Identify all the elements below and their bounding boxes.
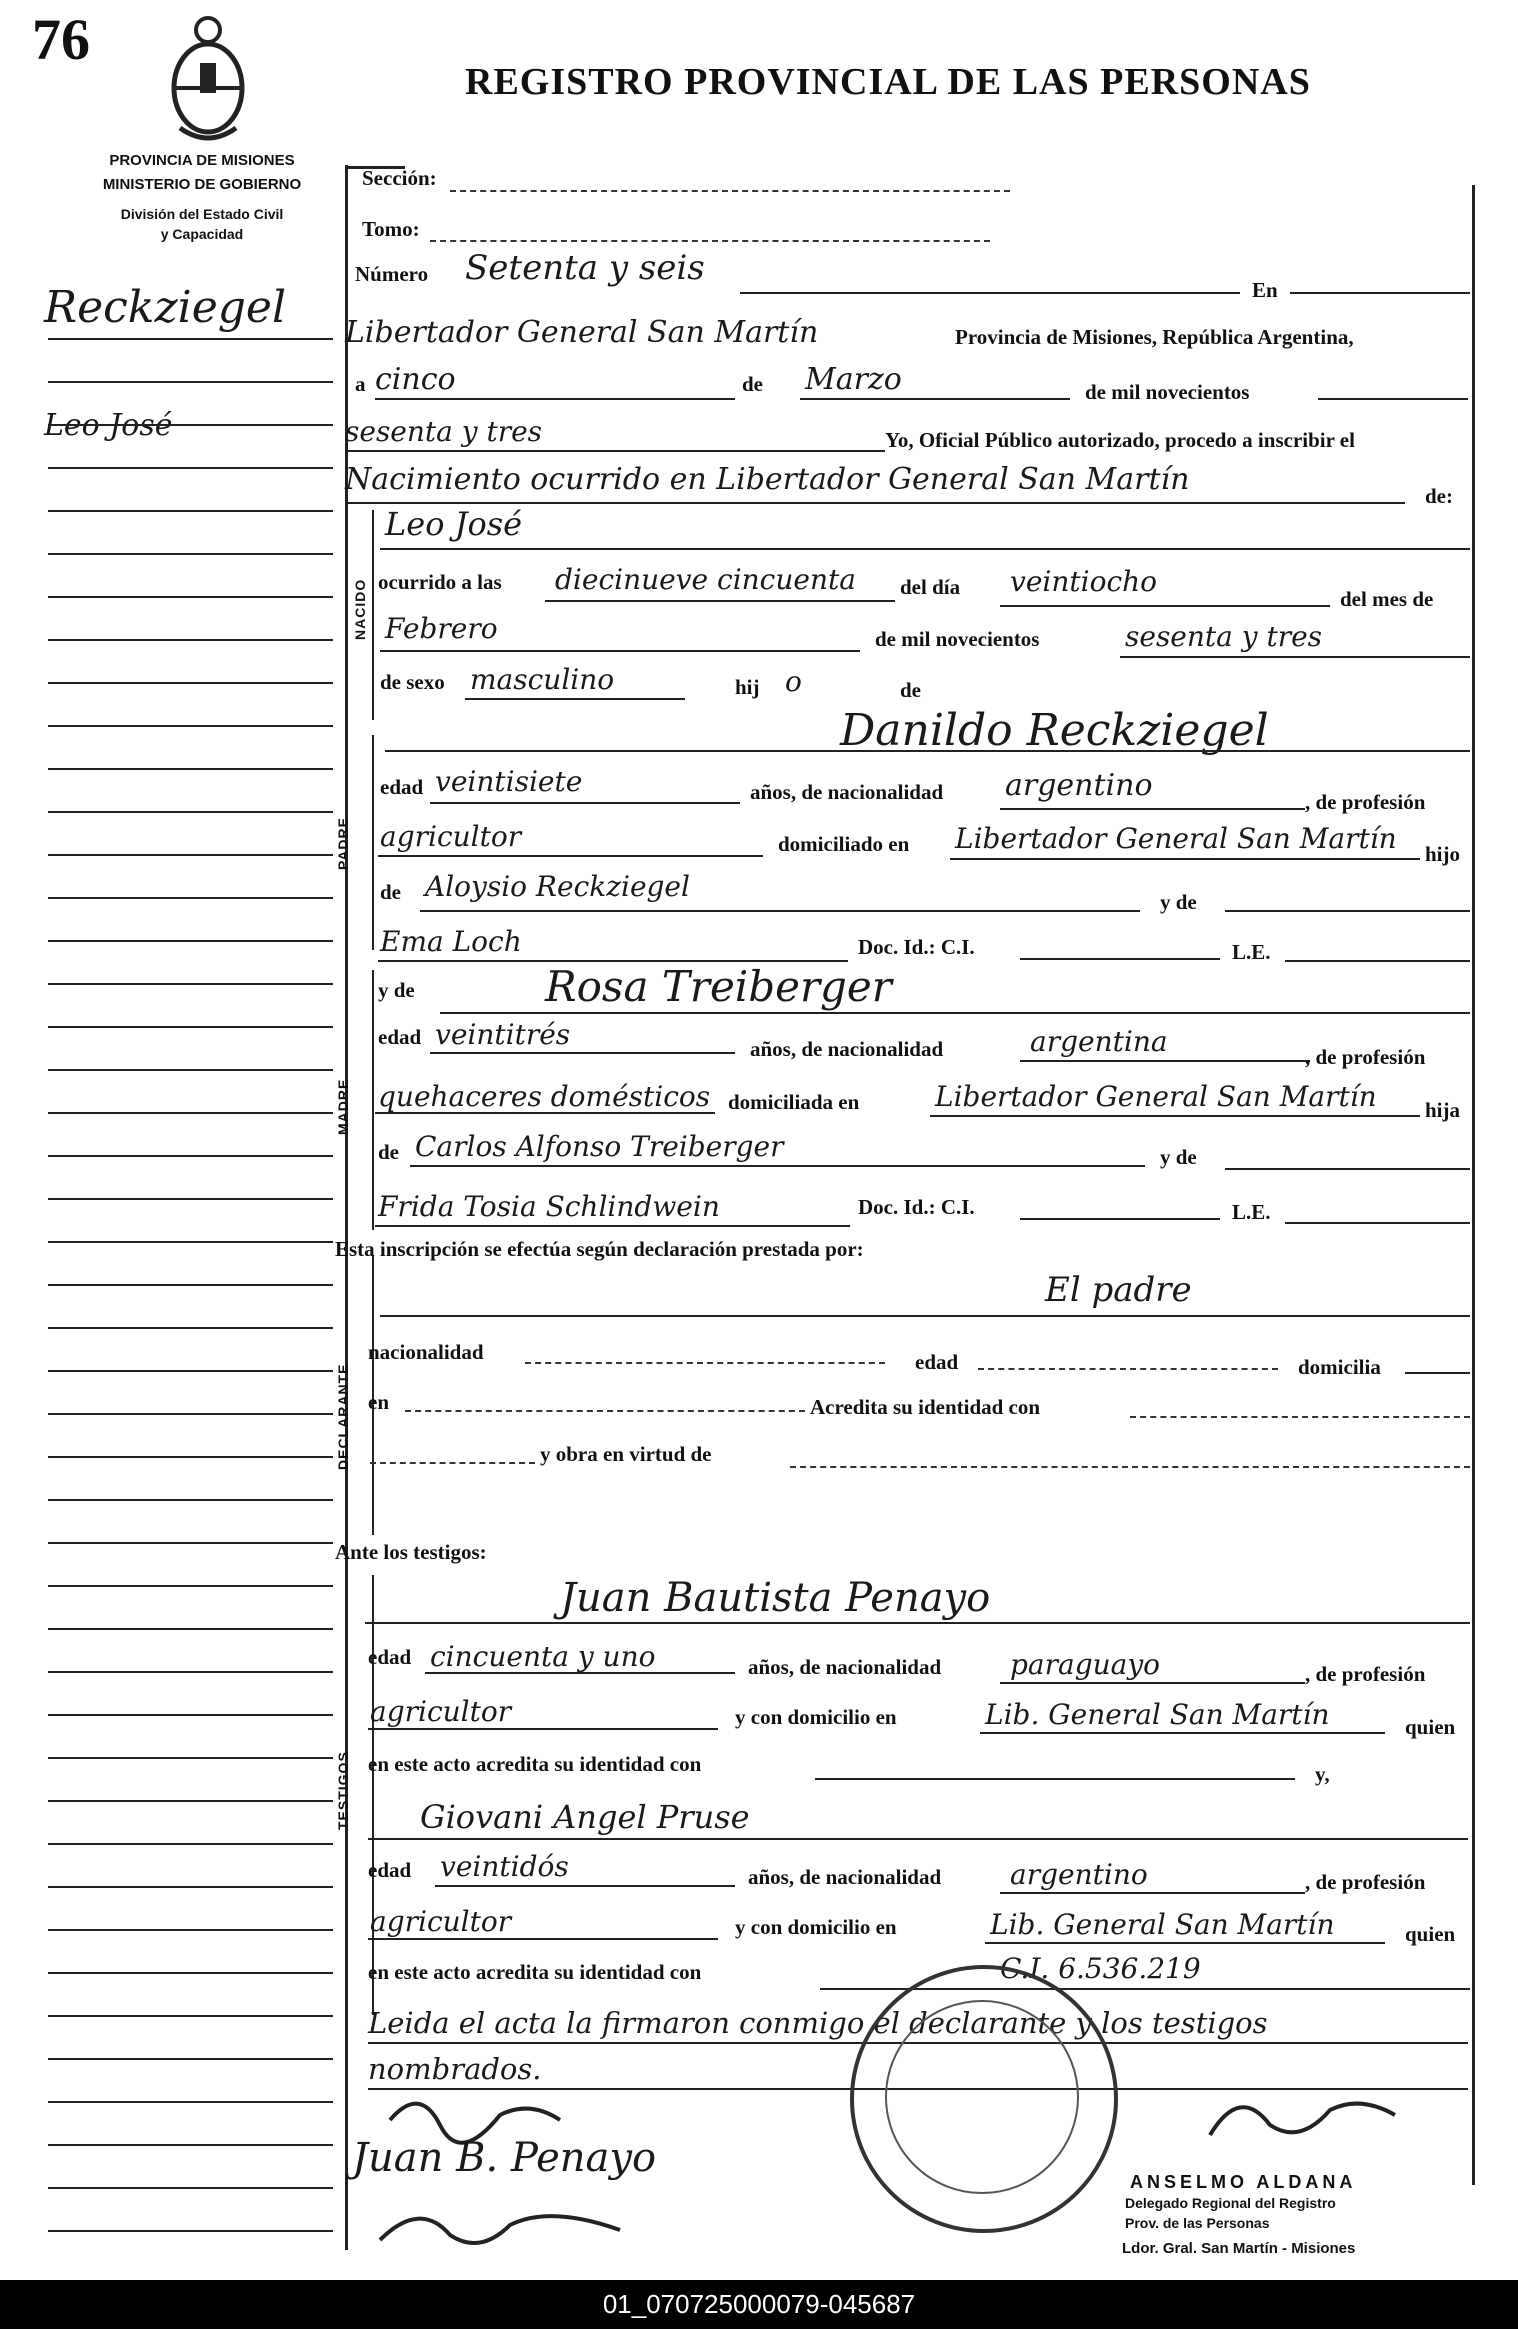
- madre-y-de-line: [1225, 1168, 1470, 1170]
- padre-edad: veintisiete: [435, 765, 583, 798]
- domiciliada-label: domiciliada en: [728, 1090, 860, 1114]
- testigo2-doc: C.I. 6.536.219: [1000, 1952, 1201, 1985]
- margin-rule-line: [48, 2187, 333, 2189]
- declarante-en-line: [405, 1410, 805, 1412]
- domiciliado-label: domiciliado en: [778, 832, 910, 856]
- official-town: Ldor. Gral. San Martín - Misiones: [1122, 2240, 1356, 2257]
- padre-anios-nac-label: años, de nacionalidad: [750, 780, 944, 804]
- margin-rule-line: [48, 854, 333, 856]
- margin-rule-line: [48, 2144, 333, 2146]
- mes-line: [800, 398, 1070, 400]
- margin-rule-line: [48, 639, 333, 641]
- margin-rule-line: [48, 1413, 333, 1415]
- dia-nac-value: veintiocho: [1010, 565, 1158, 598]
- madre-le-label: L.E.: [1232, 1200, 1271, 1224]
- margin-rule-line: [48, 1628, 333, 1630]
- margin-rule-line: [48, 1026, 333, 1028]
- padre-prof: agricultor: [380, 820, 522, 853]
- ocurrido-label: ocurrido a las: [378, 570, 502, 594]
- de-label: de: [742, 372, 763, 396]
- testigo2-prof-line: [368, 1938, 718, 1940]
- testigo1-acredita-label: en este acto acredita su identidad con: [368, 1752, 702, 1776]
- testigo1-acredita-line: [815, 1778, 1295, 1780]
- nombre-value: Leo José: [385, 505, 523, 543]
- signature-penayo: Juan B. Penayo: [352, 2135, 657, 2181]
- anio-nac-line: [1120, 656, 1470, 658]
- numero-line: [740, 292, 1240, 294]
- declaracion-text: Esta inscripción se efectúa según declaración prestada por:: [335, 1237, 864, 1261]
- obra-pre-line: [370, 1462, 535, 1464]
- testigo2-profesion-label: , de profesión: [1305, 1870, 1426, 1894]
- leido-text: Leida el acta la firmaron conmigo el declarante y los testigos nombrados.: [368, 2006, 1268, 2086]
- domicilia-label: domicilia: [1298, 1355, 1381, 1379]
- padre-dom: Libertador General San Martín: [955, 822, 1397, 855]
- padre-profesion-label: , de profesión: [1305, 790, 1426, 814]
- margin-rule-line: [48, 1499, 333, 1501]
- margin-rule-line: [48, 1327, 333, 1329]
- seccion-line: [450, 190, 1010, 192]
- nacido-bracket: [372, 510, 374, 720]
- testigo2-prof: agricultor: [370, 1905, 512, 1938]
- madre-padre: Carlos Alfonso Treiberger: [415, 1130, 784, 1163]
- ministry-label: MINISTERIO DE GOBIERNO: [102, 176, 302, 193]
- testigo1-nac-line: [1000, 1682, 1305, 1684]
- madre-madre: Frida Tosia Schlindwein: [378, 1190, 720, 1223]
- page-number: 76: [32, 7, 90, 72]
- madre-edad: veintitrés: [435, 1018, 571, 1051]
- margin-rule-line: [48, 811, 333, 813]
- seccion-label: Sección:: [362, 166, 437, 190]
- hijo-suffix: o: [785, 665, 802, 698]
- testigo1-quien-label: quien: [1405, 1715, 1456, 1739]
- acredita-line: [1130, 1416, 1470, 1418]
- madre-y-de-label2: y de: [1160, 1145, 1197, 1169]
- dia-nac-line: [1000, 605, 1330, 607]
- testigo2-anios-nac-label: años, de nacionalidad: [748, 1865, 942, 1889]
- margin-rule-line: [48, 1886, 333, 1888]
- margin-rule-line: [48, 2058, 333, 2060]
- del-dia-label: del día: [900, 575, 961, 599]
- dia-value: cinco: [375, 362, 456, 397]
- acto-value: Nacimiento ocurrido en Libertador General San Martín: [345, 462, 1190, 497]
- padre-nombre-line: [385, 750, 1470, 752]
- margin-rule-line: [48, 1929, 333, 1931]
- margin-rule-line: [48, 1800, 333, 1802]
- padre-padre: Aloysio Reckziegel: [425, 870, 690, 903]
- margin-rule-line: [48, 1241, 333, 1243]
- madre-nombre-line: [440, 1012, 1470, 1014]
- margin-rule-line: [48, 897, 333, 899]
- sexo-value: masculino: [470, 663, 615, 696]
- numero-label: Número: [355, 262, 429, 286]
- margin-rule-line: [48, 1069, 333, 1071]
- padre-y-de-line: [1225, 910, 1470, 912]
- nacionalidad-label: nacionalidad: [368, 1340, 484, 1364]
- madre-padre-line: [410, 1165, 1145, 1167]
- hora-line: [545, 600, 895, 602]
- dia-line: [375, 398, 735, 400]
- testigo1-nombre-line: [365, 1622, 1470, 1624]
- padre-nac: argentino: [1005, 768, 1153, 803]
- margin-rule-line: [48, 1843, 333, 1845]
- margin-rule-line: [48, 768, 333, 770]
- acredita-label: Acredita su identidad con: [810, 1395, 1041, 1419]
- margin-rule-line: [48, 2230, 333, 2232]
- madre-edad-label: edad: [378, 1025, 422, 1049]
- madre-doc-label: Doc. Id.: C.I.: [858, 1195, 975, 1219]
- margin-rule-line: [48, 596, 333, 598]
- testigo2-nac-line: [1000, 1892, 1305, 1894]
- official-role: Delegado Regional del Registro: [1125, 2195, 1336, 2211]
- tomo-label: Tomo:: [362, 217, 420, 241]
- testigo1-edad: cincuenta y uno: [430, 1640, 656, 1673]
- nombre-line: [380, 548, 1470, 550]
- madre-prof: quehaceres domésticos: [378, 1080, 711, 1113]
- margin-rule-line: [48, 1155, 333, 1157]
- mes-nac-line: [380, 650, 860, 652]
- padre-madre: Ema Loch: [380, 925, 522, 958]
- margin-rule-line: [48, 553, 333, 555]
- madre-de-label: de: [378, 1140, 399, 1164]
- sexo-line: [465, 698, 685, 700]
- testigo1-anios-nac-label: años, de nacionalidad: [748, 1655, 942, 1679]
- sexo-label: de sexo: [380, 670, 445, 694]
- padre-de-label: de: [380, 880, 401, 904]
- domicilia-line: [1405, 1372, 1470, 1374]
- margin-rule-line: [48, 725, 333, 727]
- anio-line: [1318, 398, 1468, 400]
- testigos-label: Ante los testigos:: [335, 1540, 487, 1564]
- en-line: [1290, 292, 1470, 294]
- testigos-bracket: [372, 1575, 374, 2015]
- padre-padre-line: [420, 910, 1140, 912]
- anio-nac-value: sesenta y tres: [1125, 620, 1323, 653]
- footer-id: 01_070725000079-045687: [0, 2280, 1518, 2329]
- testigo2-edad-line: [435, 1885, 735, 1887]
- madre-edad-line: [430, 1052, 735, 1054]
- testigo2-nac: argentino: [1010, 1858, 1148, 1891]
- testigo1-edad-label: edad: [368, 1645, 412, 1669]
- testigo1-edad-line: [425, 1672, 735, 1674]
- de-colon: de:: [1425, 484, 1453, 508]
- testigo2-dom-line: [985, 1942, 1385, 1944]
- declarante-edad-label: edad: [915, 1350, 959, 1374]
- margin-rule-line: [48, 1370, 333, 1372]
- padre-edad-label: edad: [380, 775, 424, 799]
- province-label: PROVINCIA DE MISIONES: [109, 152, 295, 169]
- acto-line: [345, 502, 1405, 504]
- signature-pruse-icon: [370, 2195, 630, 2265]
- declarante-value: El padre: [1045, 1270, 1192, 1310]
- margin-rule-line: [48, 1757, 333, 1759]
- testigo1-prof: agricultor: [370, 1695, 512, 1728]
- provincia-text: Provincia de Misiones, República Argentina,: [955, 325, 1354, 349]
- testigo2-nombre-line: [368, 1838, 1468, 1840]
- padre-bracket: [372, 735, 374, 950]
- testigo2-dom: Lib. General San Martín: [990, 1908, 1335, 1941]
- padre-ci-line: [1020, 958, 1220, 960]
- margin-rule-line: [48, 467, 333, 469]
- margin-rule-line: [48, 1284, 333, 1286]
- mes-value: Marzo: [805, 362, 902, 397]
- margin-rule-line: [48, 1585, 333, 1587]
- en-label: En: [1252, 278, 1278, 302]
- del-mes-label: del mes de: [1340, 587, 1434, 611]
- padre-hijo-label: hijo: [1425, 842, 1461, 866]
- nacionalidad-line: [525, 1362, 885, 1364]
- side-label-testigos: TESTIGOS: [335, 1751, 351, 1830]
- margin-rule-line: [48, 1714, 333, 1716]
- a-label: a: [355, 372, 366, 396]
- madre-le-line: [1285, 1222, 1470, 1224]
- hora-value: diecinueve cincuenta: [555, 563, 856, 596]
- lugar-value: Libertador General San Martín: [345, 315, 819, 350]
- numero-value: Setenta y seis: [465, 248, 705, 288]
- anio-value: sesenta y tres: [345, 415, 543, 448]
- padre-doc-label: Doc. Id.: C.I.: [858, 935, 975, 959]
- madre-bracket: [372, 970, 374, 1230]
- margin-rule-line: [48, 1456, 333, 1458]
- obra-line: [790, 1466, 1470, 1468]
- declarante-line: [380, 1315, 1470, 1317]
- de-label2: de: [900, 678, 921, 702]
- margin-rule-line: [48, 510, 333, 512]
- signature-official-icon: [1200, 2085, 1400, 2155]
- madre-hija-label: hija: [1425, 1098, 1461, 1122]
- margin-rule-line: [48, 381, 333, 383]
- testigo2-edad-label: edad: [368, 1858, 412, 1882]
- padre-nombre: Danildo Reckziegel: [840, 705, 1269, 756]
- testigo2-quien-label: quien: [1405, 1922, 1456, 1946]
- margin-rule-line: [48, 2101, 333, 2103]
- coat-of-arms-icon: [160, 8, 256, 148]
- anio-line2: [345, 450, 885, 452]
- side-label-madre: MADRE: [335, 1078, 351, 1135]
- madre-y-de-label: y de: [378, 978, 415, 1002]
- margin-rule-line: [48, 338, 333, 340]
- testigo1-dom: Lib. General San Martín: [985, 1698, 1330, 1731]
- mil-nov-label: de mil novecientos: [875, 627, 1040, 651]
- margin-surname: Reckziegel: [44, 282, 287, 333]
- margin-rule-line: [48, 1112, 333, 1114]
- testigo1-dom-line: [980, 1732, 1385, 1734]
- madre-ci-line: [1020, 1218, 1220, 1220]
- official-stamp-inner-icon: [885, 2000, 1079, 2194]
- margin-rule-line: [48, 424, 333, 426]
- declarante-en-label: en: [368, 1390, 389, 1414]
- declarante-edad-line: [978, 1368, 1278, 1370]
- padre-le-line: [1285, 960, 1470, 962]
- capacity-label: y Capacidad: [160, 226, 244, 242]
- margin-rule-line: [48, 2015, 333, 2017]
- madre-nac-line: [1020, 1060, 1310, 1062]
- tomo-line: [430, 240, 990, 242]
- testigo2-edad: veintidós: [440, 1850, 569, 1883]
- padre-nac-line: [1000, 808, 1305, 810]
- testigo1-domicilio-label: y con domicilio en: [735, 1705, 897, 1729]
- form-right-border: [1472, 185, 1475, 2185]
- hijo-label: hij: [735, 675, 760, 699]
- padre-y-de-label: y de: [1160, 890, 1197, 914]
- side-label-padre: PADRE: [335, 817, 351, 870]
- madre-prof-line: [375, 1112, 715, 1114]
- testigo1-nombre: Juan Bautista Penayo: [560, 1575, 991, 1621]
- testigo2-acredita-label: en este acto acredita su identidad con: [368, 1960, 702, 1984]
- page-title: REGISTRO PROVINCIAL DE LAS PERSONAS: [465, 61, 1311, 103]
- official-name: ANSELMO ALDANA: [1130, 2172, 1357, 2192]
- margin-rule-line: [48, 682, 333, 684]
- obra-label: y obra en virtud de: [540, 1442, 712, 1466]
- testigo1-profesion-label: , de profesión: [1305, 1662, 1426, 1686]
- margin-rule-line: [48, 1198, 333, 1200]
- madre-anios-nac-label: años, de nacionalidad: [750, 1037, 944, 1061]
- madre-dom-line: [930, 1115, 1420, 1117]
- division-label: División del Estado Civil: [120, 206, 284, 222]
- testigo2-nombre: Giovani Angel Pruse: [420, 1798, 750, 1836]
- margin-rule-line: [48, 983, 333, 985]
- margin-rule-line: [48, 1671, 333, 1673]
- official-place: Prov. de las Personas: [1125, 2215, 1270, 2231]
- yo-text: Yo, Oficial Público autorizado, procedo a inscribir el: [885, 428, 1355, 452]
- madre-nombre: Rosa Treiberger: [545, 962, 892, 1011]
- padre-prof-line: [378, 855, 763, 857]
- margin-rule-line: [48, 1972, 333, 1974]
- margin-rule-line: [48, 940, 333, 942]
- padre-dom-line: [950, 858, 1420, 860]
- madre-dom: Libertador General San Martín: [935, 1080, 1377, 1113]
- margin-rule-line: [48, 1542, 333, 1544]
- padre-le-label: L.E.: [1232, 940, 1271, 964]
- testigo1-y-label: y,: [1315, 1762, 1330, 1786]
- testigo2-domicilio-label: y con domicilio en: [735, 1915, 897, 1939]
- mes-nac-value: Febrero: [385, 612, 498, 645]
- side-label-declarante: DECLARANTE: [335, 1363, 351, 1470]
- madre-profesion-label: , de profesión: [1305, 1045, 1426, 1069]
- madre-madre-line: [375, 1225, 850, 1227]
- testigo1-nac: paraguayo: [1010, 1648, 1161, 1681]
- mil-text: de mil novecientos: [1085, 380, 1250, 404]
- margin-given-name: Leo José: [44, 408, 173, 443]
- madre-nac: argentina: [1030, 1025, 1168, 1058]
- side-label-nacido: NACIDO: [352, 578, 368, 640]
- testigo1-prof-line: [368, 1728, 718, 1730]
- padre-edad-line: [430, 802, 740, 804]
